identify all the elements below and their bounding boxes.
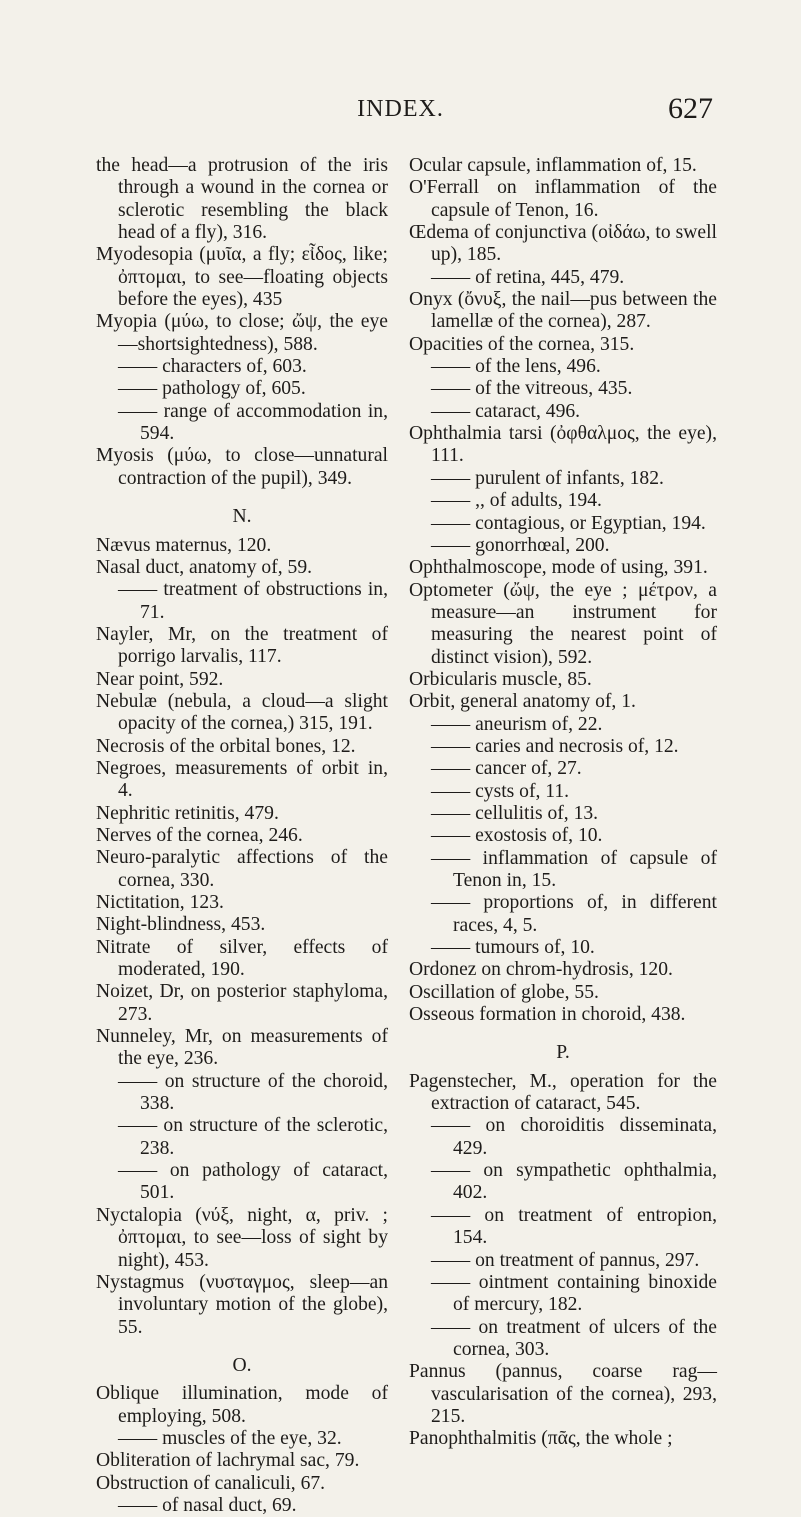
index-entry: Nævus maternus, 120.	[96, 534, 272, 556]
index-entry: Near point, 592.	[96, 668, 224, 690]
index-subentry: —— gonorrhœal, 200.	[431, 534, 610, 556]
index-entry: Nasal duct, anatomy of, 59.	[96, 556, 313, 578]
index-entry: Orbicularis muscle, 85.	[409, 668, 592, 690]
index-subentry: —— range of accommodation in, 594.	[118, 400, 388, 445]
index-subentry: —— exostosis of, 10.	[431, 825, 603, 847]
section-letter: O.	[232, 1354, 252, 1376]
index-subentry: —— purulent of infants, 182.	[431, 467, 664, 489]
index-entry: Noizet, Dr, on posterior staphyloma, 273.	[96, 981, 388, 1025]
left-column	[96, 155, 388, 1517]
index-subentry: —— proportions of, in different races, 4, 5.	[431, 892, 717, 936]
index-subentry: —— on structure of the sclerotic, 238.	[118, 1115, 388, 1159]
index-entry: Oscillation of globe, 55.	[409, 981, 599, 1003]
index-subentry: —— on treatment of pannus, 297.	[431, 1249, 700, 1271]
index-entry: Ordonez on chrom-hydrosis, 120.	[409, 959, 673, 981]
index-entry: Pagenstecher, M., operation for the extraction of cataract, 545.	[409, 1070, 717, 1115]
index-subentry: —— on pathology of cataract, 501.	[118, 1160, 388, 1204]
index-subentry: —— on structure of the choroid, 338.	[118, 1070, 388, 1115]
index-entry: the head—a protrusion of the iris through a wound in the cornea or sclerotic resembling the black head of a fly), 316.	[96, 155, 388, 244]
index-entry: Obliteration of lachrymal sac, 79.	[96, 1450, 360, 1472]
index-entry: Nictitation, 123.	[96, 892, 224, 913]
index-subentry: —— contagious, or Egyptian, 194.	[431, 512, 706, 534]
index-subentry: —— cataract, 496.	[431, 400, 581, 422]
index-subentry: —— tumours of, 10.	[431, 937, 595, 959]
index-subentry: —— treatment of obstructions in, 71.	[118, 579, 388, 623]
index-subentry: —— of the lens, 496.	[431, 356, 601, 378]
index-entry: Œdema of conjunctiva (οἰδάω, to swell up), 185.	[409, 222, 717, 266]
index-entry: Negroes, measurements of orbit in, 4.	[96, 757, 388, 802]
index-subentry: —— of nasal duct, 69.	[118, 1494, 297, 1516]
index-entry: Nunneley, Mr, on measurements of the eye, 236.	[96, 1026, 388, 1070]
index-entry: Orbit, general anatomy of, 1.	[409, 691, 636, 713]
index-subentry: —— pathology of, 605.	[118, 378, 306, 400]
index-entry: Onyx (ὄνυξ, the nail—pus between the lamellæ of the cornea), 287.	[409, 289, 717, 333]
running-head	[0, 92, 801, 132]
index-entry: O'Ferrall on inflammation of the capsule of Tenon, 16.	[409, 177, 717, 221]
index-entry: Obstruction of canaliculi, 67.	[96, 1472, 326, 1494]
index-entry: Myodesopia (μυῖα, a fly; εἶδος, like; ὀπτομαι, to see—floating objects before the eyes), 435	[96, 244, 388, 311]
index-entry: Ocular capsule, inflammation of, 15.	[409, 155, 697, 176]
index-subentry: —— of retina, 445, 479.	[431, 266, 625, 288]
right-column	[409, 155, 717, 1451]
index-entry: Ophthalmoscope, mode of using, 391.	[409, 557, 708, 579]
index-entry: Osseous formation in choroid, 438.	[409, 1004, 686, 1026]
index-subentry: —— on treatment of ulcers of the cornea, 303.	[431, 1316, 717, 1360]
index-subentry: —— characters of, 603.	[118, 356, 307, 378]
index-entry: Panophthalmitis (πᾶς, the whole ;	[409, 1428, 673, 1450]
index-subentry: —— on choroiditis disseminata, 429.	[431, 1115, 717, 1159]
index-entry: Nerves of the cornea, 246.	[96, 824, 303, 846]
index-entry: Necrosis of the orbital bones, 12.	[96, 735, 356, 757]
index-subentry: —— cancer of, 27.	[431, 758, 582, 780]
section-letter: P.	[556, 1042, 570, 1064]
index-subentry: —— ,, of adults, 194.	[431, 490, 602, 512]
index-entry: Neuro-paralytic affections of the cornea, 330.	[96, 847, 388, 891]
index-subentry: —— ointment containing binoxide of mercury, 182.	[431, 1271, 717, 1316]
index-subentry: —— cysts of, 11.	[431, 780, 570, 802]
running-title: INDEX.	[357, 96, 444, 122]
index-entry: Opacities of the cornea, 315.	[409, 333, 635, 355]
index-entry: Pannus (pannus, coarse rag—vascularisation of the cornea), 293, 215.	[409, 1361, 717, 1427]
index-subentry: —— aneurism of, 22.	[431, 713, 603, 735]
index-subentry: —— of the vitreous, 435.	[431, 378, 633, 400]
index-entry: Myosis (μύω, to close—unnatural contraction of the pupil), 349.	[96, 445, 388, 489]
index-subentry: —— on treatment of entropion, 154.	[431, 1204, 717, 1249]
index-entry: Nebulæ (nebula, a cloud—a slight opacity of the cornea,) 315, 191.	[96, 690, 388, 735]
index-entry: Nyctalopia (νύξ, night, α, priv. ; ὀπτομαι, to see—loss of sight by night), 453.	[96, 1204, 388, 1271]
index-entry: Nitrate of silver, effects of moderated, 190.	[96, 936, 388, 981]
index-subentry: —— on sympathetic ophthalmia, 402.	[431, 1160, 717, 1204]
page-number: 627	[668, 92, 713, 125]
index-subentry: —— inflammation of capsule of Tenon in, 15.	[431, 847, 717, 891]
index-subentry: —— muscles of the eye, 32.	[118, 1427, 342, 1449]
index-entry: Myopia (μύω, to close; ὤψ, the eye—shortsightedness), 588.	[96, 311, 388, 355]
index-entry: Nystagmus (νυσταγμος, sleep—an involuntary motion of the globe), 55.	[96, 1271, 388, 1338]
index-entry: Night-blindness, 453.	[96, 914, 266, 936]
index-subentry: —— cellulitis of, 13.	[431, 802, 599, 824]
index-entry: Nephritic retinitis, 479.	[96, 802, 279, 824]
index-entry: Ophthalmia tarsi (ὀφθαλμος, the eye), 111.	[409, 423, 717, 467]
index-entry: Oblique illumination, mode of employing, 508.	[96, 1383, 388, 1427]
index-subentry: —— caries and necrosis of, 12.	[431, 735, 679, 757]
index-entry: Optometer (ὤψ, the eye ; μέτρον, a measure—an instrument for measuring the nearest point of distinct vision), 592.	[409, 579, 717, 668]
index-entry: Nayler, Mr, on the treatment of porrigo larvalis, 117.	[96, 623, 388, 668]
section-letter: N.	[232, 506, 252, 528]
